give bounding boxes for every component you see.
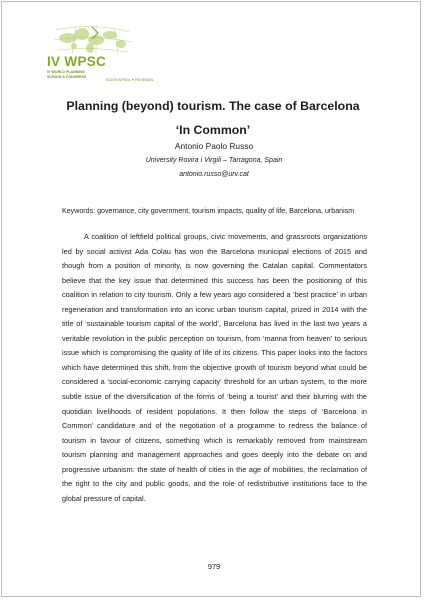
page-number: 979	[207, 562, 221, 571]
logo-wordmark: IV WPSC	[47, 54, 107, 69]
logo-subtitle: IV WORLD PLANNING SCHOOLS CONGRESS	[47, 70, 87, 79]
author-affiliation: University Rovira i Virgili – Tarragona, Spain	[145, 157, 283, 164]
paper-page	[1, 1, 421, 597]
abstract-text: A coalition of leftfield political groups, civic movements, and grassroots organizations led by social activist Ada Colau has won the Barcelona municipal elections of 2015 and though from a position of minority, is now governing the Catalan capital. Commentators believe that the key issue that determined this success has been the positioning of this coalition in relation to city tourism. Only a few years ago considered a ‘best practice’ in urban regeneration and transformation into an iconic urban tourism capital, prized in 2014 with the title of ‘sustainable tourism capital of the world’, Barcelona has lived in the last two years a veritable revolution in the public perception on tourism, from ‘manna from heaven’ to serious issue which is compromising the quality of life of its citizens. This paper looks into the factors which have determined this shift, from the objective growth of tourism beyond what could be considered a ‘social-economic carrying capacity’ threshold for an urban system, to the more subtle issue of the diversification of the forms of ‘being a tourist’ and their blurring with the quotidian livelihoods of resident populations. It then follow the steps of ‘Barcelona in Common’ candidature and of the negotiation of a programme to redress the balance of tourism in favour of citizens, something which is remarkably removed from mainstream tourism planning and management approaches and goes deeply into the debate on and progressive urbanism: the state of health of cities in the age of mobilities, the reclamation of the right to the city and public goods, and the role of redistributive institutions face to the global pressure of capital.	[62, 232, 367, 503]
paper-title: Planning (beyond) tourism. The case of Barcelona ‘In Common’	[66, 99, 360, 137]
globe-map-icon	[46, 24, 196, 56]
author-email: antonio.russo@urv.cat	[179, 171, 249, 178]
congress-logo	[46, 24, 196, 94]
keywords: Keywords: governance, city government, tourism impacts, quality of life, Barcelona, urbanism	[62, 207, 355, 215]
logo-tagline: SOUTH AFRICA ▼ RIO BRAZIL	[106, 78, 154, 82]
abstract-paragraph	[62, 230, 367, 506]
author-name: Antonio Paolo Russo	[174, 141, 254, 151]
